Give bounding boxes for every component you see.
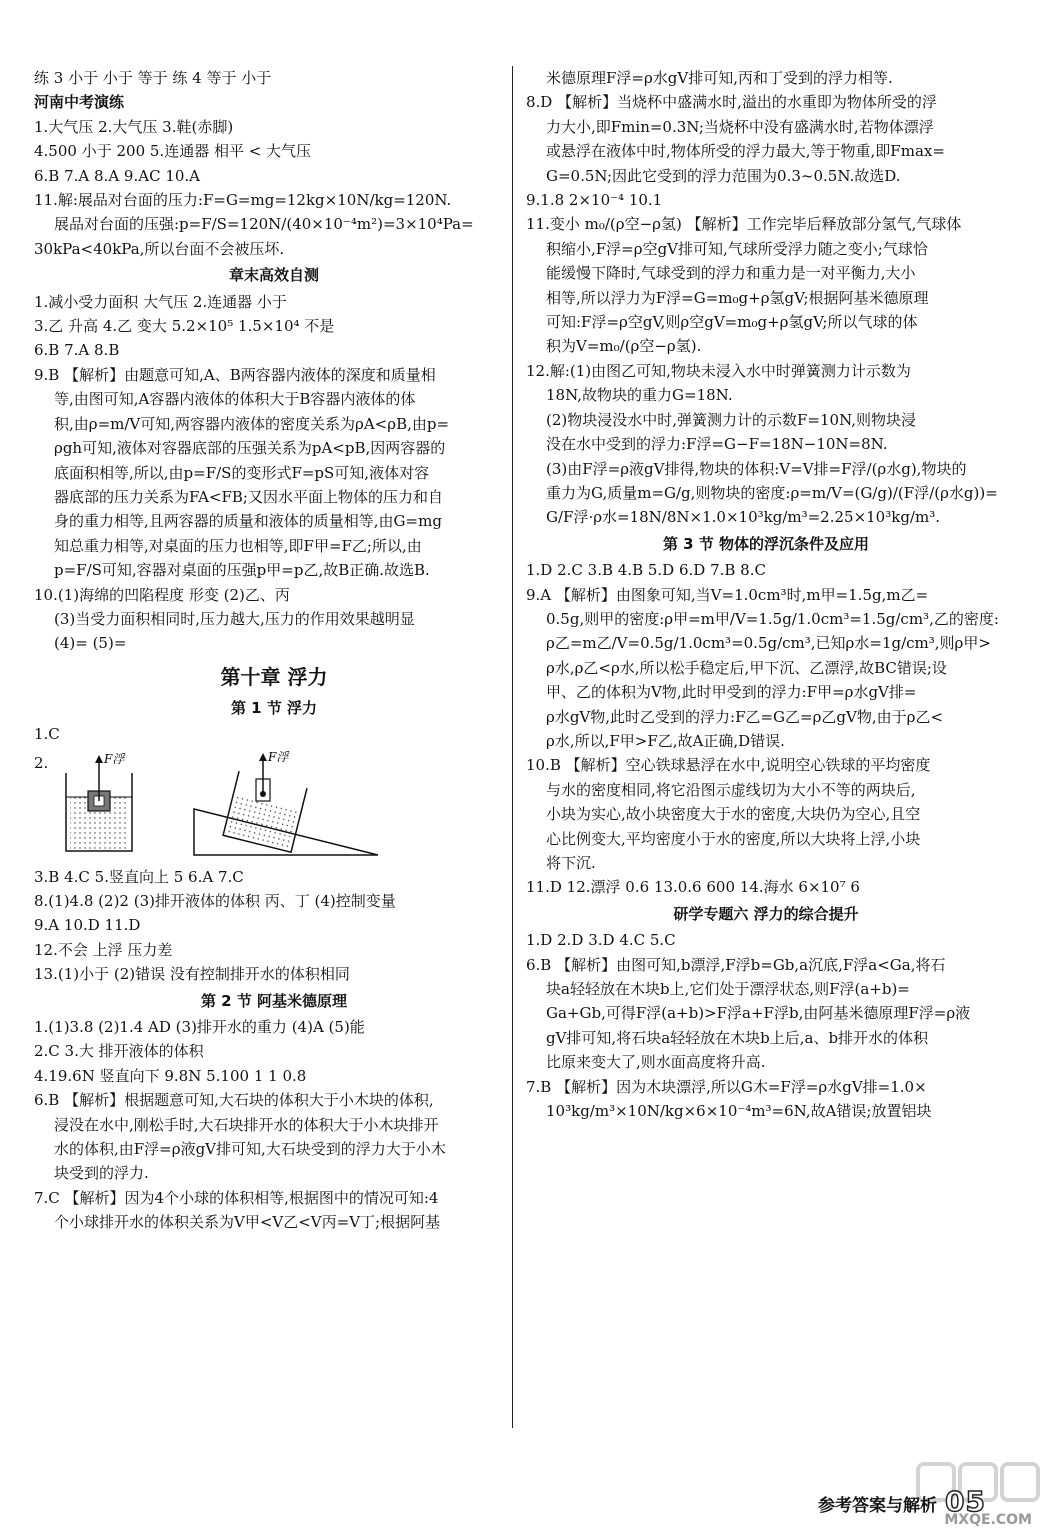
answer-line: 积,由ρ=m/V可知,两容器内液体的密度关系为ρA<ρB,由p= bbox=[54, 414, 450, 433]
buoyancy-figure bbox=[34, 751, 514, 863]
answer-line: 1.减小受力面积 大气压 2.连通器 小于 bbox=[34, 292, 287, 311]
answer-line: 9.A 10.D 11.D bbox=[34, 916, 141, 935]
answer-line: gV排可知,将石块a轻轻放在木块b上后,a、b排开水的体积 bbox=[546, 1028, 929, 1047]
left-column bbox=[34, 66, 514, 1235]
figure-number: 2. bbox=[34, 753, 49, 772]
answer-line: 9.A 【解析】由图象可知,当V=1.0cm³时,m甲=1.5g,m乙= bbox=[526, 585, 929, 604]
answer-line: 比原来变大了,则水面高度将升高. bbox=[546, 1053, 766, 1072]
answer-line: ρgh可知,液体对容器底部的压强关系为pA<pB,因两容器的 bbox=[54, 439, 446, 458]
page-number: 05 bbox=[945, 1485, 986, 1518]
answer-line: 块a轻轻放在木块b上,它们处于漂浮状态,则F浮(a+b)= bbox=[546, 980, 910, 999]
column-divider bbox=[512, 66, 513, 1428]
answer-line: 9.1.8 2×10⁻⁴ 10.1 bbox=[526, 191, 663, 210]
answer-line: 1.(1)3.8 (2)1.4 AD (3)排开水的重力 (4)A (5)能 bbox=[34, 1018, 365, 1036]
section-heading: 研学专题六 浮力的综合提升 bbox=[673, 904, 859, 923]
answer-line: (4)= (5)= bbox=[54, 634, 127, 653]
answer-line: 2.C 3.大 排开液体的体积 bbox=[34, 1042, 204, 1061]
answer-line: 1.C bbox=[34, 725, 60, 744]
answer-line: 6.B 7.A 8.B bbox=[34, 341, 120, 360]
answer-line: 积缩小,F浮=ρ空gV排可知,气球所受浮力随之变小;气球恰 bbox=[546, 239, 928, 258]
answer-line: 积为V=m₀/(ρ空−ρ氢). bbox=[546, 337, 702, 356]
answer-line: 块受到的浮力. bbox=[54, 1164, 149, 1183]
answer-line: 与水的密度相同,将它沿图示虚线切为大小不等的两块后, bbox=[546, 780, 916, 799]
answer-line: 没在水中受到的浮力:F浮=G−F=18N−10N=8N. bbox=[546, 435, 888, 454]
answer-line: 水的体积,由F浮=ρ液gV排可知,大石块受到的浮力大于小木 bbox=[54, 1140, 446, 1159]
answer-line: 练 3 小于 小于 等于 练 4 等于 小于 bbox=[34, 69, 272, 87]
section-heading: 河南中考演练 bbox=[34, 93, 125, 112]
answer-line: 10.(1)海绵的凹陷程度 形变 (2)乙、丙 bbox=[34, 585, 290, 604]
answer-line: 重力为G,质量m=G/g,则物块的密度:ρ=m/V=(G/g)/(F浮/(ρ水g))= bbox=[546, 483, 998, 502]
answer-line: ρ水gV物,此时乙受到的浮力:F乙=G乙=ρ乙gV物,由于ρ乙< bbox=[546, 707, 944, 726]
answer-line: 3.乙 升高 4.乙 变大 5.2×10⁵ 1.5×10⁴ 不是 bbox=[34, 317, 335, 336]
answer-line: 可知:F浮=ρ空gV,则ρ空gV=m₀g+ρ氢gV;所以气球的体 bbox=[546, 313, 918, 332]
answer-line: (3)当受力面积相同时,压力越大,压力的作用效果越明显 bbox=[54, 609, 415, 628]
answer-line: 7.B 【解析】因为木块漂浮,所以G木=F浮=ρ水gV排=1.0× bbox=[526, 1077, 927, 1096]
answer-line: Ga+Gb,可得F浮(a+b)>F浮a+F浮b,由阿基米德原理F浮=ρ液 bbox=[546, 1004, 971, 1023]
answer-line: 7.C 【解析】因为4个小球的体积相等,根据图中的情况可知:4 bbox=[34, 1188, 439, 1207]
answer-line: 知总重力相等,对桌面的压力也相等,即F甲=F乙;所以,由 bbox=[54, 536, 422, 555]
answer-line: 底面积相等,所以,由p=F/S的变形式F=pS可知,液体对容 bbox=[54, 463, 430, 482]
answer-line: (3)由F浮=ρ液gV排得,物块的体积:V=V排=F浮/(ρ水g),物块的 bbox=[546, 459, 967, 478]
answer-line: 米德原理F浮=ρ水gV排可知,丙和丁受到的浮力相等. bbox=[546, 69, 893, 87]
section-heading: 章末高效自测 bbox=[228, 266, 319, 285]
answer-line: 1.D 2.D 3.D 4.C 5.C bbox=[526, 931, 676, 950]
answer-line: ρ乙=m乙/V=0.5g/1.0cm³=0.5g/cm³,已知ρ水=1g/cm³,则ρ甲> bbox=[546, 634, 991, 653]
answer-line: 能缓慢下降时,气球受到的浮力和重力是一对平衡力,大小 bbox=[546, 264, 916, 283]
watermark-text: MXQE.COM bbox=[944, 1512, 1032, 1528]
answer-line: 1.D 2.C 3.B 4.B 5.D 6.D 7.B 8.C bbox=[526, 561, 766, 580]
incline-setup bbox=[194, 750, 378, 855]
answer-line: 4.500 小于 200 5.连通器 相平 < 大气压 bbox=[34, 142, 312, 161]
footer-label: 参考答案与解析 bbox=[818, 1496, 938, 1516]
answer-line: 相等,所以浮力为F浮=G=m₀g+ρ氢gV;根据阿基米德原理 bbox=[546, 288, 929, 307]
answer-line: 力大小,即Fmin=0.3N;当烧杯中没有盛满水时,若物体漂浮 bbox=[546, 117, 934, 136]
answer-line: 10³kg/m³×10N/kg×6×10⁻⁴m³=6N,故A错误;放置铝块 bbox=[546, 1102, 932, 1121]
answer-line: 等,由图可知,A容器内液体的体积大于B容器内液体的体 bbox=[54, 390, 416, 409]
answer-line: 4.19.6N 竖直向下 9.8N 5.100 1 1 0.8 bbox=[34, 1066, 307, 1085]
answer-line: 心比例变大,平均密度小于水的密度,所以大块将上浮,小块 bbox=[546, 829, 921, 848]
answer-line: 8.(1)4.8 (2)2 (3)排开液体的体积 丙、丁 (4)控制变量 bbox=[34, 891, 396, 910]
answer-line: 8.D 【解析】当烧杯中盛满水时,溢出的水重即为物体所受的浮 bbox=[526, 93, 937, 112]
answer-line: 小块为实心,故小块密度大于水的密度,大块仍为空心,且空 bbox=[546, 805, 921, 824]
answer-line: 展品对台面的压强:p=F/S=120N/(40×10⁻⁴m²)=3×10⁴Pa= bbox=[54, 215, 474, 234]
answer-line: ρ水,ρ乙<ρ水,所以松手稳定后,甲下沉、乙漂浮,故BC错误;设 bbox=[546, 658, 947, 677]
answer-line: 12.不会 上浮 压力差 bbox=[34, 940, 173, 959]
section-heading: 第 2 节 阿基米德原理 bbox=[200, 991, 348, 1010]
answer-line: 3.B 4.C 5.竖直向上 5 6.A 7.C bbox=[34, 867, 244, 886]
section-heading: 第 3 节 物体的浮沉条件及应用 bbox=[662, 534, 870, 553]
buoyancy-diagram bbox=[58, 751, 388, 863]
force-label-1: F浮 bbox=[104, 751, 125, 766]
answer-line: 器底部的压力关系为FA<FB;又因水平面上物体的压力和自 bbox=[54, 487, 443, 506]
answer-line: G/F浮·ρ水=18N/8N×1.0×10³kg/m³=2.25×10³kg/m³. bbox=[546, 508, 940, 527]
section-heading: 第 1 节 浮力 bbox=[230, 698, 318, 717]
answer-line: 身的重力相等,且两容器的质量和液体的质量相等,由G=mg bbox=[54, 512, 442, 531]
right-column bbox=[526, 66, 1006, 1123]
answer-line: 6.B 【解析】由图可知,b漂浮,F浮b=Gb,a沉底,F浮a<Ga,将石 bbox=[526, 955, 946, 974]
page-footer bbox=[818, 1485, 986, 1518]
answer-line: ρ水,所以,F甲>F乙,故A正确,D错误. bbox=[546, 731, 785, 750]
answer-line: 10.B 【解析】空心铁球悬浮在水中,说明空心铁球的平均密度 bbox=[526, 756, 931, 775]
answer-line: 1.大气压 2.大气压 3.鞋(赤脚) bbox=[34, 117, 234, 136]
answer-line: 甲、乙的体积为V物,此时甲受到的浮力:F甲=ρ水gV排= bbox=[546, 683, 917, 702]
answer-line: 9.B 【解析】由题意可知,A、B两容器内液体的深度和质量相 bbox=[34, 365, 436, 384]
answer-line: 浸没在水中,刚松手时,大石块排开水的体积大于小木块排开 bbox=[54, 1115, 439, 1134]
answer-line: G=0.5N;因此它受到的浮力范围为0.3~0.5N.故选D. bbox=[546, 166, 901, 185]
answer-line: 6.B 7.A 8.A 9.AC 10.A bbox=[34, 166, 201, 185]
answer-line: 11.解:展品对台面的压力:F=G=mg=12kg×10N/kg=120N. bbox=[34, 191, 452, 210]
answer-line: 13.(1)小于 (2)错误 没有控制排开水的体积相同 bbox=[34, 965, 350, 984]
force-label-2: F浮 bbox=[268, 750, 289, 764]
answer-line: 0.5g,则甲的密度:ρ甲=m甲/V=1.5g/1.0cm³=1.5g/cm³,乙的密度: bbox=[546, 609, 999, 628]
answer-line: 30kPa<40kPa,所以台面不会被压坏. bbox=[34, 239, 285, 258]
answer-line: 18N,故物块的重力G=18N. bbox=[546, 386, 733, 405]
answer-line: (2)物块浸没水中时,弹簧测力计的示数F=10N,则物块浸 bbox=[546, 410, 917, 429]
answer-line: 或悬浮在液体中时,物体所受的浮力最大,等于物重,即Fmax= bbox=[546, 142, 945, 161]
answer-line: 6.B 【解析】根据题意可知,大石块的体积大于小木块的体积, bbox=[34, 1091, 434, 1110]
answer-line: 11.变小 m₀/(ρ空−ρ氢) 【解析】工作完毕后释放部分氢气,气球体 bbox=[526, 215, 962, 234]
answer-line: 11.D 12.漂浮 0.6 13.0.6 600 14.海水 6×10⁷ 6 bbox=[526, 878, 860, 897]
section-heading: 第十章 浮力 bbox=[220, 664, 328, 689]
answer-line: 个小球排开水的体积关系为V甲<V乙<V丙=V丁;根据阿基 bbox=[54, 1213, 441, 1232]
answer-line: 12.解:(1)由图乙可知,物块未浸入水中时弹簧测力计示数为 bbox=[526, 361, 911, 380]
answer-line: 将下沉. bbox=[546, 854, 596, 872]
answer-line: p=F/S可知,容器对桌面的压强p甲=p乙,故B正确.故选B. bbox=[54, 561, 430, 580]
beaker-left bbox=[66, 755, 132, 851]
